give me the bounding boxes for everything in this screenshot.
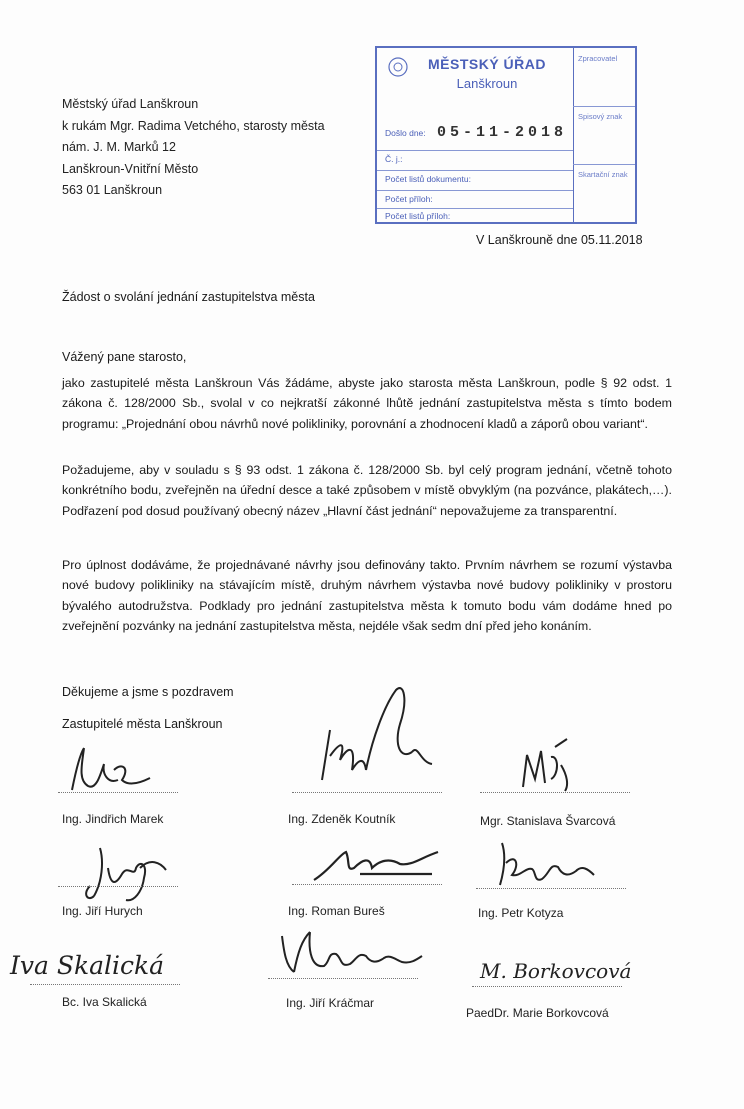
recipient-line: 563 01 Lanškroun [62,183,163,197]
signatory-name: Ing. Jindřich Marek [62,812,164,826]
stamp-side-rule [573,164,635,165]
signature-line [292,884,442,885]
svg-text:M. Borkovcová: M. Borkovcová [480,959,632,983]
stamp-sheets-label: Počet listů dokumentu: [385,174,471,184]
signature-line [30,984,180,985]
recipient-address [62,94,325,202]
stamp-side-rule [573,106,635,107]
paragraph-request: jako zastupitelé města Lanškroun Vás žádáme, abyste jako starosta města Lanškroun, podle § 92 odst. 1 zákona č. 128/2000 Sb., svolal v co nejkratší zákonné lhůtě jednání zastupitelstva města s tímto bodem programu: „Projednání obou návrhů nové polikliniky, porovnání a zhodnocení kladů a záporů obou variant“. [62,376,672,431]
stamp-office: MĚSTSKÝ ÚŘAD [427,56,546,72]
letter-subject: Žádost o svolání jednání zastupitelstva města [62,290,315,304]
signatory-name: Ing. Petr Kotyza [478,906,564,920]
signatories-heading: Zastupitelé města Lanškroun [62,717,223,731]
closing: Děkujeme a jsme s pozdravem [62,685,234,699]
stamp-received-date: 05-11-2018 [437,124,568,141]
signature-line [476,888,626,889]
signature-line [480,792,630,793]
recipient-line: nám. J. M. Marků 12 [62,140,176,154]
place-date: V Lanškrouně dne 05.11.2018 [476,233,643,247]
signature-koutnik [300,680,450,790]
signatory-name: Ing. Jiří Kráčmar [286,996,375,1010]
stamp-rule [377,190,573,191]
signatory-name: Bc. Iva Skalická [62,995,147,1009]
signatory-name: Mgr. Stanislava Švarcová [480,814,616,828]
signature-marek [58,740,168,800]
signatory-name: PaedDr. Marie Borkovcová [466,1006,609,1020]
signature-line [268,978,418,979]
signature-line [58,886,178,887]
paragraph-publication: Požadujeme, aby v souladu s § 93 odst. 1 zákona č. 128/2000 Sb. byl celý program jednání, včetně tohoto konkrétního bodu, zveřejněn na úřední desce a také způsobem v místě obvyklým (na pozvánce, plakátech,…). Podřazení pod dosud používaný obecný název „Hlavní část jednání“ nepovažujeme za transparentní. [62,463,672,518]
signature-svarcova [515,735,585,795]
stamp-rule [377,150,573,151]
stamp-attachment-sheets-label: Počet listů příloh: [385,211,451,221]
stamp-attachments-label: Počet příloh: [385,194,433,204]
signature-line [58,792,178,793]
paragraph-definitions: Pro úplnost dodáváme, že projednávané návrhy jsou definovány takto. Prvním návrhem se rozumí výstavba nové budovy polikliniky na stávajícím místě, druhým návrhem výstavba nové budovy polikliniky v prostoru bývalého autodružstva. Podklady pro jednání zastupitelstva města k tomuto bodu vám dodáme hned po zveřejnění pozvánky na jednání zastupitelstva města, nejdéle však sedm dní před jeho konáním. [62,558,672,634]
stamp-received-label: Došlo dne: [385,128,426,138]
seal-icon [387,56,409,81]
signature-skalicka [4,938,204,988]
signatory-name: Ing. Jiří Hurych [62,904,143,918]
stamp-rule [377,208,573,209]
stamp-ref-label: Č. j.: [385,154,403,164]
signature-hurych [70,838,180,908]
stamp-rule [377,170,573,171]
recipient-line: k rukám Mgr. Radima Vetchého, starosty města [62,118,325,133]
signature-borkovcova [476,950,636,990]
svg-text:Iva Skalická: Iva Skalická [10,951,165,980]
received-stamp [375,46,637,224]
signature-kotyza [488,835,608,895]
stamp-town: Lanškroun [456,76,518,91]
signatory-name: Ing. Roman Bureš [288,904,385,918]
recipient-line: Městský úřad Lanškroun [62,97,199,111]
signature-line [472,986,622,987]
stamp-divider [573,48,574,222]
signature-kracmar [272,922,432,982]
signatory-name: Ing. Zdeněk Koutník [288,812,396,826]
salutation: Vážený pane starosto, [62,350,187,364]
stamp-side-bottom: Skartační znak [578,170,628,179]
recipient-line: Lanškroun-Vnitřní Město [62,161,199,176]
signature-line [292,792,442,793]
signature-bures [300,840,450,890]
stamp-side-top: Zpracovatel [578,54,618,63]
stamp-side-mid: Spisový znak [578,112,623,121]
